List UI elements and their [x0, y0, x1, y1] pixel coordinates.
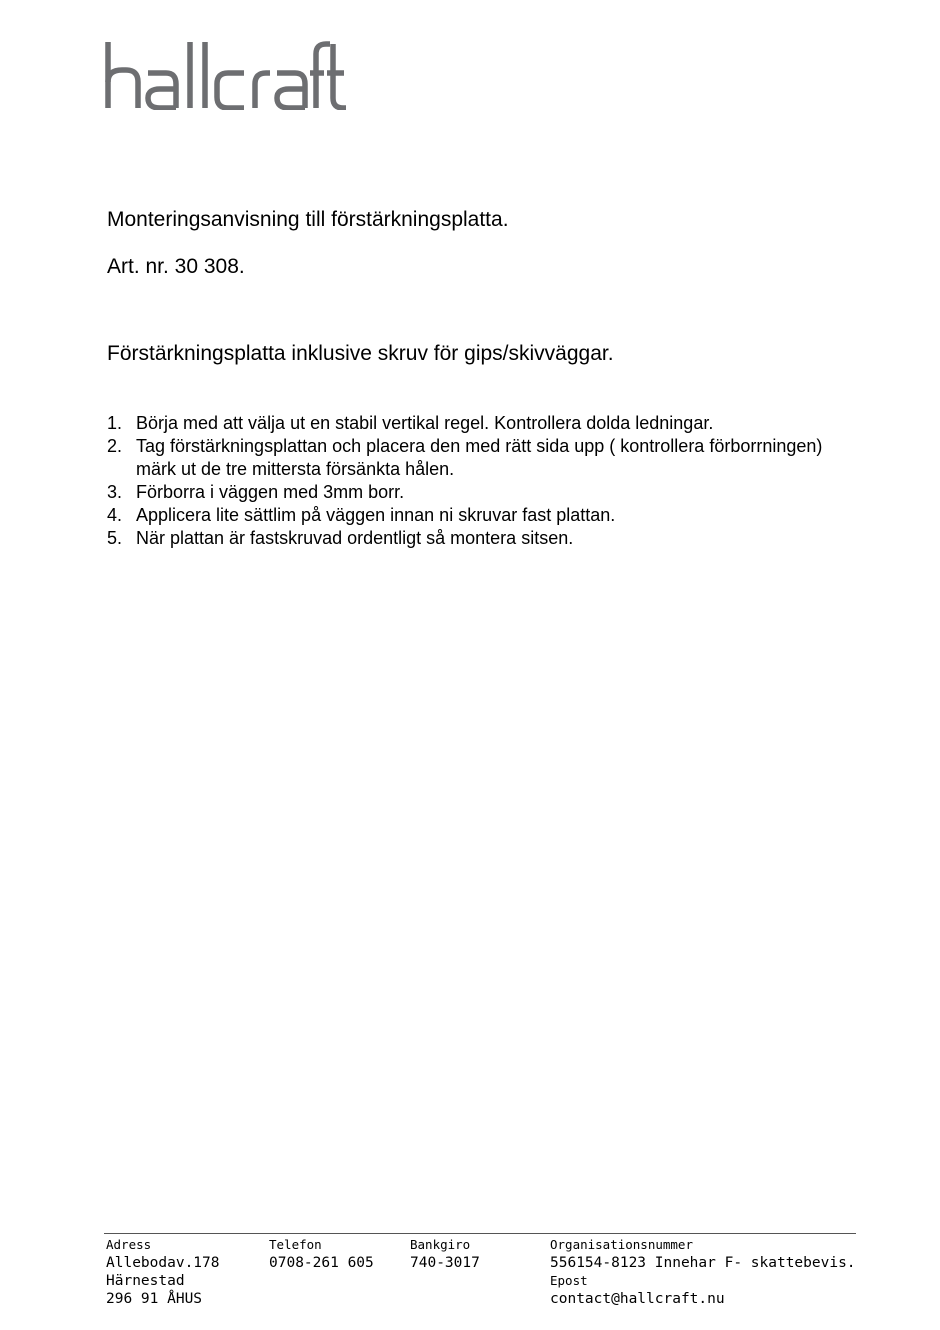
instruction-step [107, 504, 827, 527]
phone-label: Telefon [269, 1237, 322, 1252]
footer-org [550, 1236, 856, 1308]
step-text: Förborra i väggen med 3mm borr. [136, 482, 405, 502]
instruction-list [107, 412, 827, 550]
address-street: Allebodav.178 [106, 1255, 220, 1271]
step-text: Börja med att välja ut en stabil vertikal regel. Kontrollera dolda ledningar. [136, 413, 714, 433]
step-number: 3. [107, 482, 123, 502]
footer-address [106, 1236, 220, 1308]
bankgiro-number: 740-3017 [410, 1255, 480, 1271]
step-number: 5. [107, 528, 123, 548]
footer-bankgiro [410, 1236, 480, 1272]
address-postal: 296 91 ÅHUS [106, 1291, 203, 1307]
document-subtitle: Förstärkningsplatta inklusive skruv för gips/skivväggar. [107, 342, 614, 365]
email-label: Epost [550, 1273, 588, 1288]
email-address: contact@hallcraft.nu [550, 1291, 725, 1307]
hallcraft-logo-mark [104, 40, 348, 110]
org-label: Organisationsnummer [550, 1237, 693, 1252]
footer-divider [104, 1233, 856, 1234]
step-number: 2. [107, 436, 123, 456]
step-text: När plattan är fastskruvad ordentligt så montera sitsen. [136, 528, 574, 548]
footer-phone [269, 1236, 374, 1272]
step-text: Tag förstärkningsplattan och placera den med rätt sida upp ( kontrollera förborrningen) märk ut de tre mittersta försänkta hålen. [136, 436, 823, 479]
org-number: 556154-8123 Innehar F- skattebevis. [550, 1255, 856, 1271]
phone-number: 0708-261 605 [269, 1255, 374, 1271]
instruction-step [107, 527, 827, 550]
step-number: 4. [107, 505, 123, 525]
document-title: Monteringsanvisning till förstärkningsplatta. [107, 208, 509, 231]
bankgiro-label: Bankgiro [410, 1237, 471, 1252]
address-label: Adress [106, 1237, 152, 1252]
instruction-step [107, 412, 827, 435]
instruction-step [107, 481, 827, 504]
address-locality: Härnestad [106, 1273, 185, 1289]
step-text: Applicera lite sättlim på väggen innan ni skruvar fast plattan. [136, 505, 616, 525]
footer [0, 1236, 940, 1316]
hallcraft-logo [104, 40, 348, 110]
instruction-step [107, 435, 827, 481]
article-number: Art. nr. 30 308. [107, 255, 245, 278]
step-number: 1. [107, 413, 123, 433]
